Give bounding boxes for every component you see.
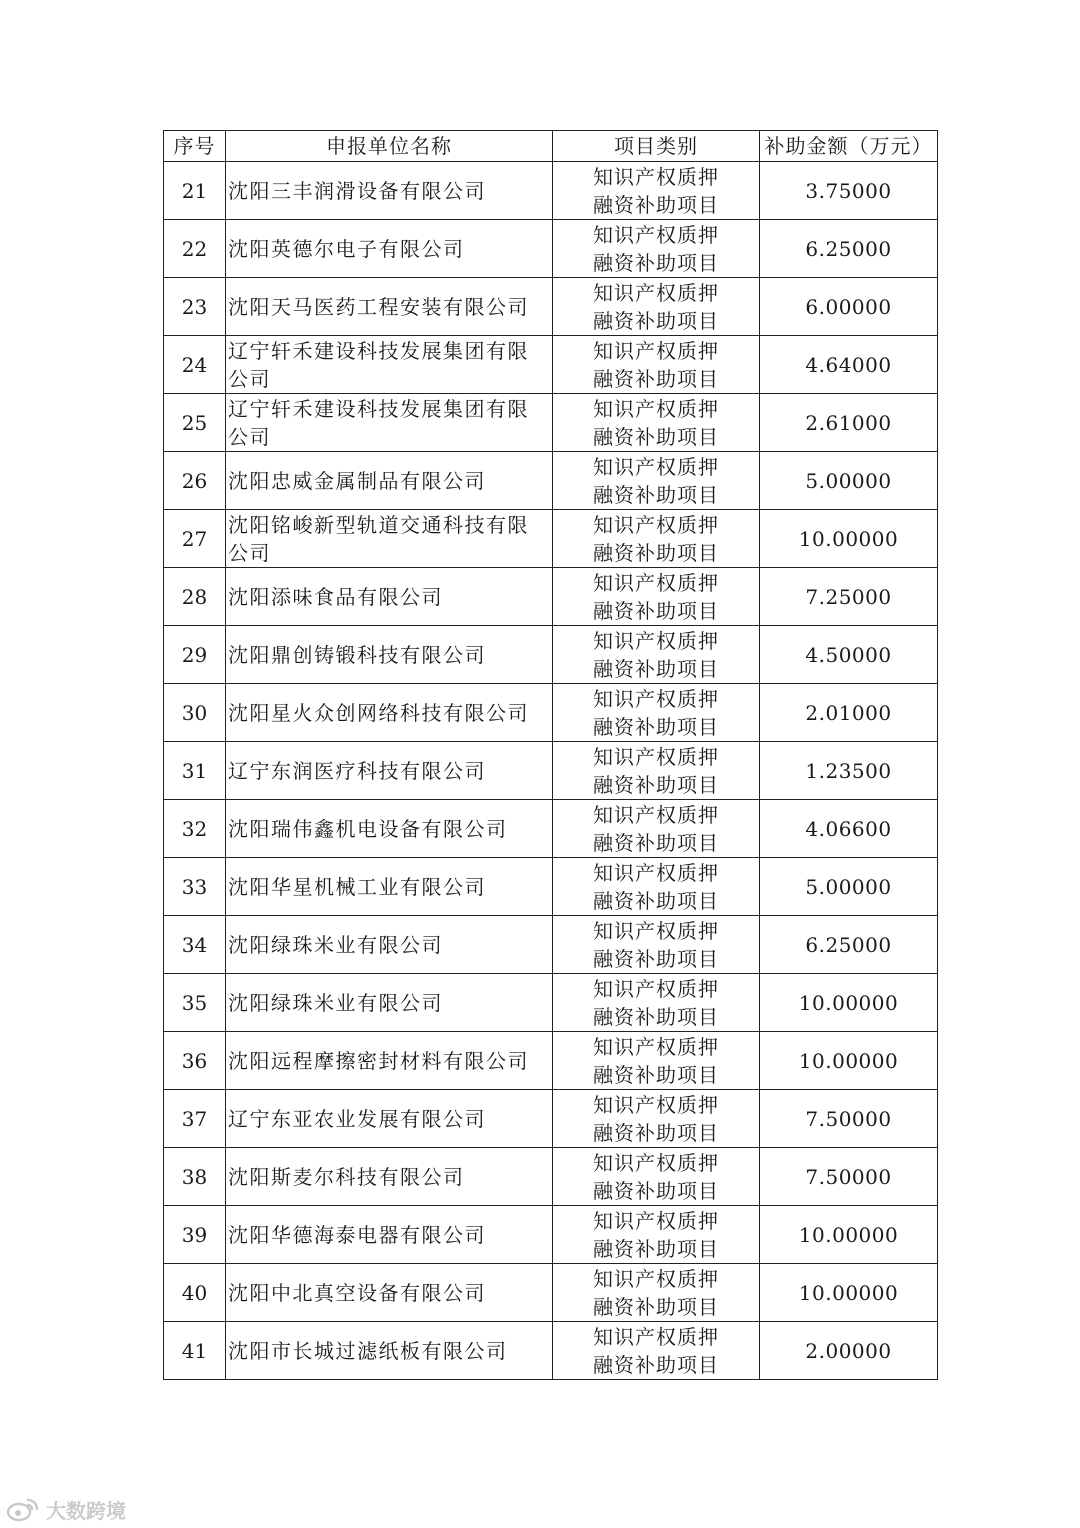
row-company-name: 沈阳天马医药工程安装有限公司: [226, 278, 553, 336]
row-amount: 10.00000: [760, 1032, 938, 1090]
table-row: [164, 1148, 938, 1206]
row-category-line2: 融资补助项目: [593, 1352, 719, 1377]
row-amount: 2.00000: [760, 1322, 938, 1380]
table-row: [164, 684, 938, 742]
row-category-line1: 知识产权质押: [593, 918, 719, 943]
table-row: [164, 510, 938, 568]
table-row: [164, 568, 938, 626]
row-category: [553, 626, 760, 684]
row-category-line2: 融资补助项目: [593, 1120, 719, 1145]
row-category-line2: 融资补助项目: [593, 830, 719, 855]
row-category-line1: 知识产权质押: [593, 628, 719, 653]
row-seq: 28: [164, 568, 226, 626]
row-category: [553, 1032, 760, 1090]
row-amount: 7.25000: [760, 568, 938, 626]
row-seq: 32: [164, 800, 226, 858]
row-category-line2: 融资补助项目: [593, 946, 719, 971]
row-amount: 4.64000: [760, 336, 938, 394]
row-company-name: 沈阳鼎创铸锻科技有限公司: [226, 626, 553, 684]
row-category: [553, 510, 760, 568]
row-amount: 3.75000: [760, 162, 938, 220]
row-company-name: 沈阳绿珠米业有限公司: [226, 974, 553, 1032]
row-category-line2: 融资补助项目: [593, 366, 719, 391]
row-category: [553, 1090, 760, 1148]
row-category-line2: 融资补助项目: [593, 888, 719, 913]
row-seq: 26: [164, 452, 226, 510]
row-category-line2: 融资补助项目: [593, 1236, 719, 1261]
row-seq: 35: [164, 974, 226, 1032]
row-category: [553, 1264, 760, 1322]
row-category-line2: 融资补助项目: [593, 656, 719, 681]
subsidy-table: [163, 130, 938, 1380]
watermark-text: 大数跨境: [46, 1498, 126, 1523]
table-row: [164, 1206, 938, 1264]
header-name: 申报单位名称: [226, 131, 553, 162]
row-category-line1: 知识产权质押: [593, 396, 719, 421]
row-category-line2: 融资补助项目: [593, 482, 719, 507]
table-row: [164, 220, 938, 278]
header-category: 项目类别: [553, 131, 760, 162]
row-amount: 7.50000: [760, 1148, 938, 1206]
row-category-line2: 融资补助项目: [593, 772, 719, 797]
row-category-line2: 融资补助项目: [593, 598, 719, 623]
row-amount: 1.23500: [760, 742, 938, 800]
row-category: [553, 916, 760, 974]
row-company-name: 沈阳斯麦尔科技有限公司: [226, 1148, 553, 1206]
row-category-line2: 融资补助项目: [593, 1062, 719, 1087]
row-category-line1: 知识产权质押: [593, 222, 719, 247]
row-category: [553, 394, 760, 452]
row-category: [553, 162, 760, 220]
row-amount: 10.00000: [760, 510, 938, 568]
row-category: [553, 278, 760, 336]
row-seq: 24: [164, 336, 226, 394]
table-row: [164, 800, 938, 858]
row-amount: 4.06600: [760, 800, 938, 858]
table-row: [164, 626, 938, 684]
weibo-logo-icon: [6, 1496, 40, 1522]
row-category-line2: 融资补助项目: [593, 308, 719, 333]
row-seq: 30: [164, 684, 226, 742]
row-category: [553, 800, 760, 858]
row-category: [553, 1322, 760, 1380]
row-category-line2: 融资补助项目: [593, 714, 719, 739]
row-company-name: 辽宁轩禾建设科技发展集团有限公司: [226, 336, 553, 394]
table-row: [164, 336, 938, 394]
row-category-line1: 知识产权质押: [593, 454, 719, 479]
row-category-line2: 融资补助项目: [593, 424, 719, 449]
row-category: [553, 568, 760, 626]
table-row: [164, 916, 938, 974]
table-row: [164, 974, 938, 1032]
row-amount: 6.25000: [760, 220, 938, 278]
row-amount: 5.00000: [760, 452, 938, 510]
row-category-line2: 融资补助项目: [593, 540, 719, 565]
row-company-name: 辽宁轩禾建设科技发展集团有限公司: [226, 394, 553, 452]
row-category-line2: 融资补助项目: [593, 1294, 719, 1319]
row-amount: 10.00000: [760, 1206, 938, 1264]
table-row: [164, 1090, 938, 1148]
watermark: [6, 1494, 126, 1524]
table-row: [164, 1264, 938, 1322]
row-seq: 29: [164, 626, 226, 684]
row-seq: 34: [164, 916, 226, 974]
row-seq: 22: [164, 220, 226, 278]
row-category-line1: 知识产权质押: [593, 570, 719, 595]
row-category-line1: 知识产权质押: [593, 802, 719, 827]
row-company-name: 沈阳三丰润滑设备有限公司: [226, 162, 553, 220]
table-row: [164, 1032, 938, 1090]
row-category-line1: 知识产权质押: [593, 164, 719, 189]
row-category-line1: 知识产权质押: [593, 338, 719, 363]
row-company-name: 沈阳英德尔电子有限公司: [226, 220, 553, 278]
row-seq: 37: [164, 1090, 226, 1148]
row-company-name: 沈阳中北真空设备有限公司: [226, 1264, 553, 1322]
row-category: [553, 974, 760, 1032]
row-company-name: 沈阳市长城过滤纸板有限公司: [226, 1322, 553, 1380]
row-company-name: 沈阳华星机械工业有限公司: [226, 858, 553, 916]
table-row: [164, 162, 938, 220]
table-row: [164, 452, 938, 510]
header-seq: 序号: [164, 131, 226, 162]
row-company-name: 沈阳华德海泰电器有限公司: [226, 1206, 553, 1264]
row-category: [553, 452, 760, 510]
row-category-line2: 融资补助项目: [593, 1178, 719, 1203]
row-company-name: 沈阳远程摩擦密封材料有限公司: [226, 1032, 553, 1090]
row-amount: 4.50000: [760, 626, 938, 684]
row-seq: 36: [164, 1032, 226, 1090]
row-amount: 2.61000: [760, 394, 938, 452]
row-seq: 33: [164, 858, 226, 916]
row-category: [553, 742, 760, 800]
row-seq: 23: [164, 278, 226, 336]
row-seq: 27: [164, 510, 226, 568]
row-category-line1: 知识产权质押: [593, 976, 719, 1001]
row-category-line2: 融资补助项目: [593, 250, 719, 275]
row-company-name: 沈阳瑞伟鑫机电设备有限公司: [226, 800, 553, 858]
row-amount: 10.00000: [760, 1264, 938, 1322]
row-seq: 40: [164, 1264, 226, 1322]
row-category-line1: 知识产权质押: [593, 1150, 719, 1175]
row-category-line2: 融资补助项目: [593, 192, 719, 217]
row-category-line1: 知识产权质押: [593, 1324, 719, 1349]
row-category-line1: 知识产权质押: [593, 280, 719, 305]
row-amount: 6.25000: [760, 916, 938, 974]
row-category: [553, 336, 760, 394]
row-category-line1: 知识产权质押: [593, 860, 719, 885]
row-amount: 7.50000: [760, 1090, 938, 1148]
row-company-name: 沈阳铭峻新型轨道交通科技有限公司: [226, 510, 553, 568]
row-category-line2: 融资补助项目: [593, 1004, 719, 1029]
row-company-name: 沈阳添味食品有限公司: [226, 568, 553, 626]
row-category: [553, 858, 760, 916]
table-row: [164, 858, 938, 916]
table-body: [164, 162, 938, 1380]
row-seq: 38: [164, 1148, 226, 1206]
table-header-row: [164, 131, 938, 162]
row-seq: 25: [164, 394, 226, 452]
row-company-name: 辽宁东润医疗科技有限公司: [226, 742, 553, 800]
row-company-name: 辽宁东亚农业发展有限公司: [226, 1090, 553, 1148]
row-category: [553, 220, 760, 278]
row-amount: 2.01000: [760, 684, 938, 742]
row-category-line1: 知识产权质押: [593, 1092, 719, 1117]
row-category-line1: 知识产权质押: [593, 1034, 719, 1059]
row-seq: 31: [164, 742, 226, 800]
header-amount: 补助金额（万元）: [760, 131, 938, 162]
table-row: [164, 1322, 938, 1380]
row-category: [553, 684, 760, 742]
row-seq: 39: [164, 1206, 226, 1264]
row-company-name: 沈阳忠威金属制品有限公司: [226, 452, 553, 510]
table-row: [164, 278, 938, 336]
row-category-line1: 知识产权质押: [593, 744, 719, 769]
row-category: [553, 1148, 760, 1206]
row-amount: 10.00000: [760, 974, 938, 1032]
row-amount: 6.00000: [760, 278, 938, 336]
row-category-line1: 知识产权质押: [593, 1266, 719, 1291]
row-amount: 5.00000: [760, 858, 938, 916]
row-company-name: 沈阳星火众创网络科技有限公司: [226, 684, 553, 742]
row-seq: 41: [164, 1322, 226, 1380]
row-category-line1: 知识产权质押: [593, 512, 719, 537]
table-row: [164, 394, 938, 452]
row-category-line1: 知识产权质押: [593, 686, 719, 711]
row-category-line1: 知识产权质押: [593, 1208, 719, 1233]
row-category: [553, 1206, 760, 1264]
row-company-name: 沈阳绿珠米业有限公司: [226, 916, 553, 974]
table-row: [164, 742, 938, 800]
row-seq: 21: [164, 162, 226, 220]
